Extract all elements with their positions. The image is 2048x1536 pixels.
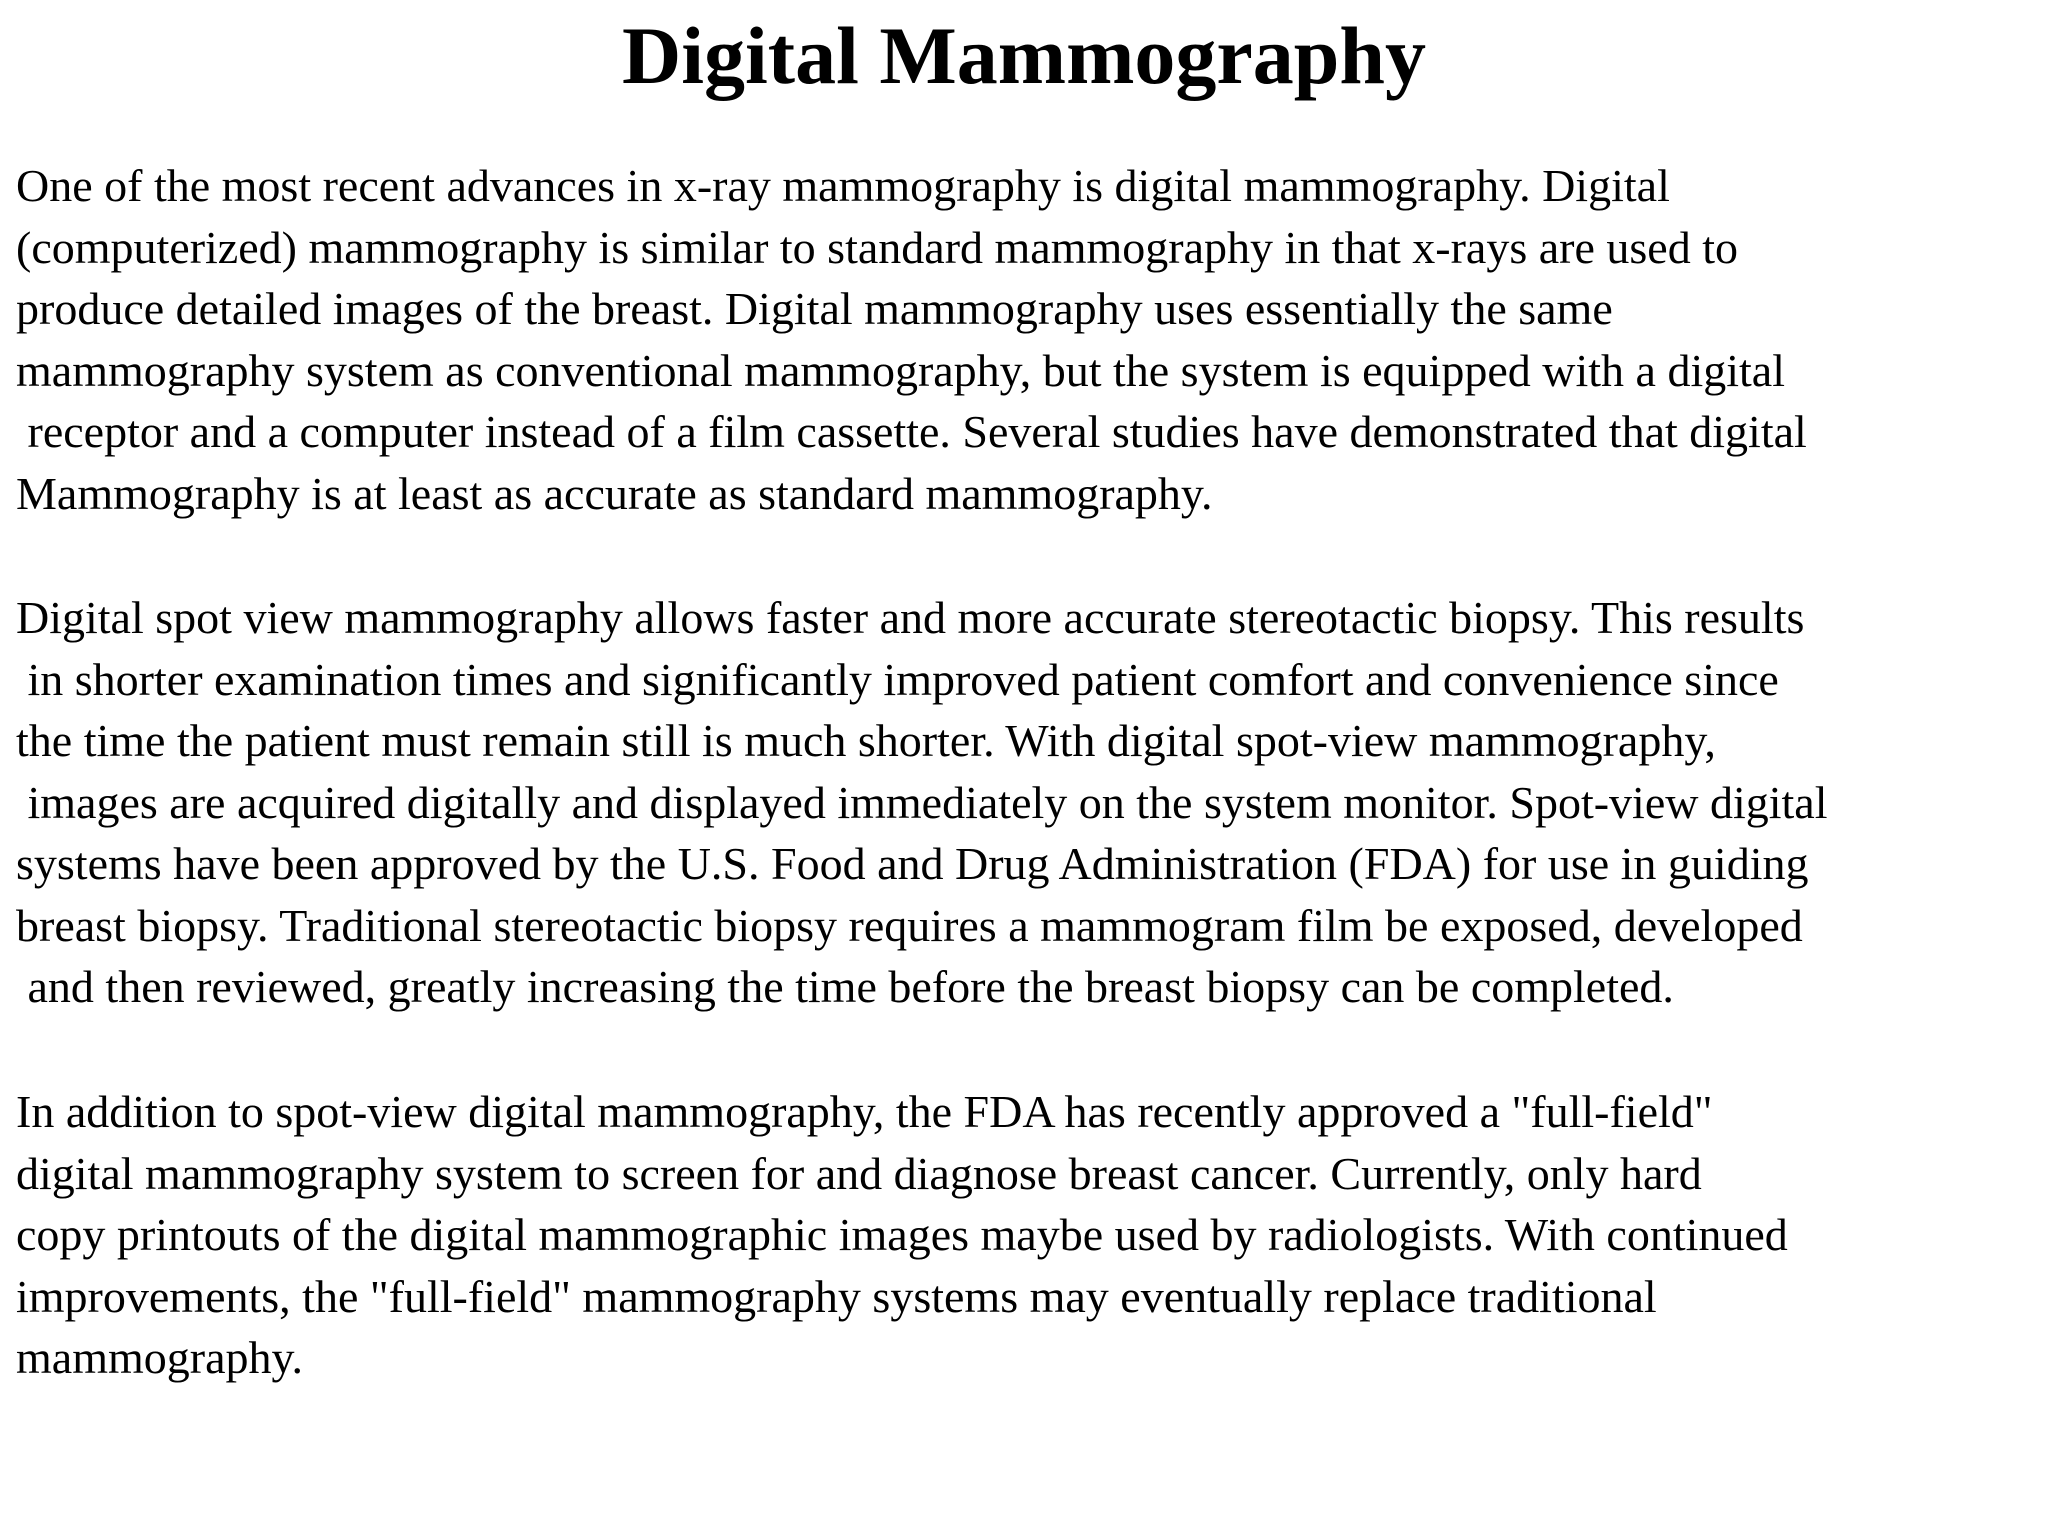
paragraph-line: Digital spot view mammography allows faster and more accurate stereotactic biopsy. This results: [16, 592, 1805, 643]
paragraph-line: the time the patient must remain still is much shorter. With digital spot-view mammography,: [16, 715, 1716, 766]
paragraph-line: (computerized) mammography is similar to standard mammography in that x-rays are used to: [16, 221, 1738, 273]
paragraph-line: One of the most recent advances in x-ray mammography is digital mammography. Digital: [16, 160, 1670, 211]
paragraph-line: receptor and a computer instead of a film cassette. Several studies have demonstrated that digital: [16, 406, 1807, 457]
paragraph-digital-mammography-intro: [16, 155, 2048, 524]
page-title: Digital Mammography: [622, 10, 1426, 101]
paragraph-line: images are acquired digitally and displayed immediately on the system monitor. Spot-view digital: [16, 776, 1828, 828]
paragraph-line: improvements, the "full-field" mammography systems may eventually replace traditional: [16, 1270, 1657, 1322]
paragraph-line: Mammography is at least as accurate as standard mammography.: [16, 467, 1213, 519]
paragraph-full-field-mammography: [16, 1081, 2048, 1389]
paragraph-spot-view-mammography: [16, 587, 2048, 1018]
paragraph-line: mammography system as conventional mammography, but the system is equipped with a digital: [16, 344, 1785, 396]
paragraph-line: produce detailed images of the breast. Digital mammography uses essentially the same: [16, 283, 1613, 334]
paragraph-line: breast biopsy. Traditional stereotactic biopsy requires a mammogram film be exposed, developed: [16, 899, 1803, 951]
paragraph-line: In addition to spot-view digital mammography, the FDA has recently approved a "full-field": [16, 1086, 1713, 1137]
paragraph-line: systems have been approved by the U.S. Food and Drug Administration (FDA) for use in guiding: [16, 838, 1809, 889]
paragraph-line: mammography.: [16, 1332, 304, 1383]
paragraph-line: digital mammography system to screen for and diagnose breast cancer. Currently, only hard: [16, 1147, 1702, 1199]
paragraph-line: and then reviewed, greatly increasing the time before the breast biopsy can be completed.: [16, 961, 1674, 1012]
paragraph-line: in shorter examination times and significantly improved patient comfort and convenience since: [16, 653, 1779, 705]
paragraph-line: copy printouts of the digital mammographic images maybe used by radiologists. With continued: [16, 1209, 1788, 1260]
